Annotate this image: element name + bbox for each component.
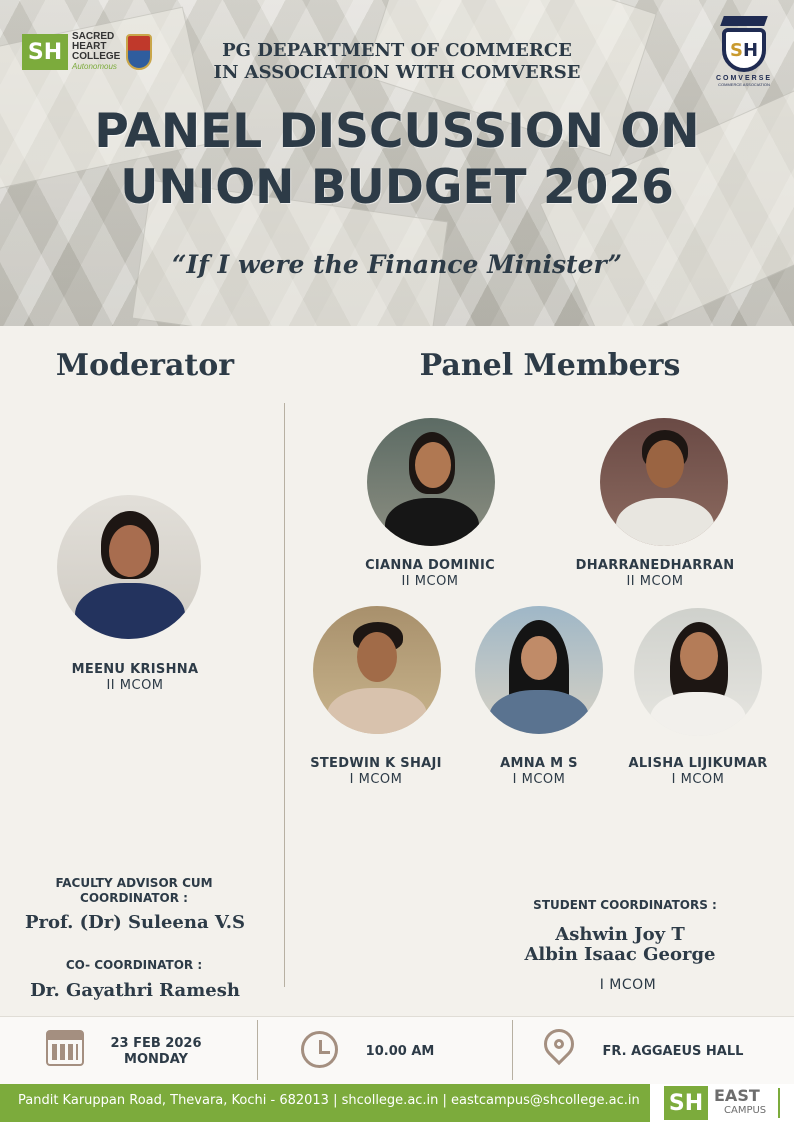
panel-member-class: I MCOM bbox=[349, 772, 403, 787]
student-coordinators-label: STUDENT COORDINATORS : bbox=[533, 898, 717, 912]
east-campus-bar bbox=[778, 1088, 780, 1118]
student-coordinators-class: I MCOM bbox=[599, 977, 657, 993]
label-line: COORDINATOR : bbox=[80, 891, 188, 905]
panel-member-photo bbox=[475, 606, 603, 734]
event-day-value: MONDAY bbox=[124, 1052, 188, 1067]
photo-body bbox=[616, 498, 714, 546]
panel-member-photo bbox=[313, 606, 441, 734]
college-logo-line: HEART bbox=[72, 41, 107, 52]
college-logo-line: Autonomous bbox=[72, 62, 117, 71]
photo-face bbox=[357, 632, 397, 682]
photo-body bbox=[489, 690, 589, 734]
moderator-heading: Moderator bbox=[55, 348, 235, 383]
photo-face bbox=[680, 632, 718, 680]
department-heading bbox=[0, 40, 794, 84]
photo-body bbox=[650, 692, 746, 736]
photo-body bbox=[327, 688, 427, 734]
event-title-line: PANEL DISCUSSION ON bbox=[94, 104, 700, 159]
photo-body bbox=[385, 498, 479, 546]
college-logo-mark: SH bbox=[22, 34, 68, 70]
panel-member-name: AMNA M S bbox=[500, 756, 578, 771]
panel-member-name: DHARRANEDHARRAN bbox=[575, 558, 735, 573]
panel-member-class: I MCOM bbox=[671, 772, 725, 787]
clock-icon bbox=[301, 1031, 338, 1068]
student-coordinator-name: Albin Isaac George bbox=[524, 944, 716, 965]
east-campus-logo-mark: SH bbox=[664, 1086, 708, 1120]
photo-face bbox=[646, 440, 684, 488]
calendar-icon bbox=[46, 1030, 84, 1066]
label-line: FACULTY ADVISOR CUM bbox=[55, 876, 213, 890]
moderator-name: MEENU KRISHNA bbox=[71, 662, 199, 677]
faculty-advisor-name: Prof. (Dr) Suleena V.S bbox=[25, 912, 245, 933]
comverse-mark-left: S bbox=[729, 39, 743, 61]
event-venue: FR. AGGAEUS HALL bbox=[602, 1044, 744, 1059]
header-banner bbox=[0, 0, 794, 326]
college-logo-line: COLLEGE bbox=[72, 51, 121, 62]
panel-member-name: CIANNA DOMINIC bbox=[365, 558, 495, 573]
event-date-value: 23 FEB 2026 bbox=[110, 1036, 202, 1051]
faculty-advisor-label bbox=[20, 876, 248, 906]
college-logo-line: SACRED bbox=[72, 31, 115, 42]
photo-face bbox=[521, 636, 557, 680]
department-line: PG DEPARTMENT OF COMMERCE bbox=[222, 40, 572, 61]
column-divider bbox=[284, 403, 285, 987]
panel-member-class: II MCOM bbox=[626, 574, 684, 589]
east-campus-sub: CAMPUS bbox=[724, 1105, 767, 1116]
panel-member-name: ALISHA LIJIKUMAR bbox=[628, 756, 768, 771]
east-campus-word: EAST bbox=[714, 1086, 760, 1105]
comverse-subtitle: COMMERCE ASSOCIATION bbox=[718, 82, 770, 87]
student-coordinator-name: Ashwin Joy T bbox=[555, 924, 685, 945]
info-separator bbox=[512, 1020, 513, 1080]
moderator-photo bbox=[57, 495, 201, 639]
event-title bbox=[0, 104, 794, 216]
graduation-cap-icon bbox=[720, 16, 768, 26]
photo-body bbox=[75, 583, 185, 639]
footer-contact-text: Pandit Karuppan Road, Thevara, Kochi - 682013 | shcollege.ac.in | eastcampus@shcollege.ac.in bbox=[18, 1093, 640, 1108]
comverse-name: COMVERSE bbox=[715, 75, 773, 82]
event-time: 10.00 AM bbox=[365, 1044, 435, 1059]
info-separator bbox=[257, 1020, 258, 1080]
event-tagline: “If I were the Finance Minister” bbox=[172, 250, 622, 279]
photo-face bbox=[415, 442, 451, 488]
co-coordinator-name: Dr. Gayathri Ramesh bbox=[30, 980, 240, 1001]
co-coordinator-label: CO- COORDINATOR : bbox=[65, 958, 203, 972]
panel-member-photo bbox=[600, 418, 728, 546]
moderator-class: II MCOM bbox=[106, 678, 164, 693]
panel-member-class: I MCOM bbox=[512, 772, 566, 787]
comverse-mark-right: H bbox=[742, 39, 759, 61]
panel-member-photo bbox=[634, 608, 762, 736]
panel-member-photo bbox=[367, 418, 495, 546]
panel-heading: Panel Members bbox=[419, 348, 681, 383]
photo-face bbox=[109, 525, 151, 577]
panel-member-class: II MCOM bbox=[401, 574, 459, 589]
department-line: IN ASSOCIATION WITH COMVERSE bbox=[213, 62, 581, 83]
event-title-line: UNION BUDGET 2026 bbox=[120, 160, 674, 215]
panel-member-name: STEDWIN K SHAJI bbox=[310, 756, 442, 771]
event-date bbox=[104, 1036, 208, 1068]
